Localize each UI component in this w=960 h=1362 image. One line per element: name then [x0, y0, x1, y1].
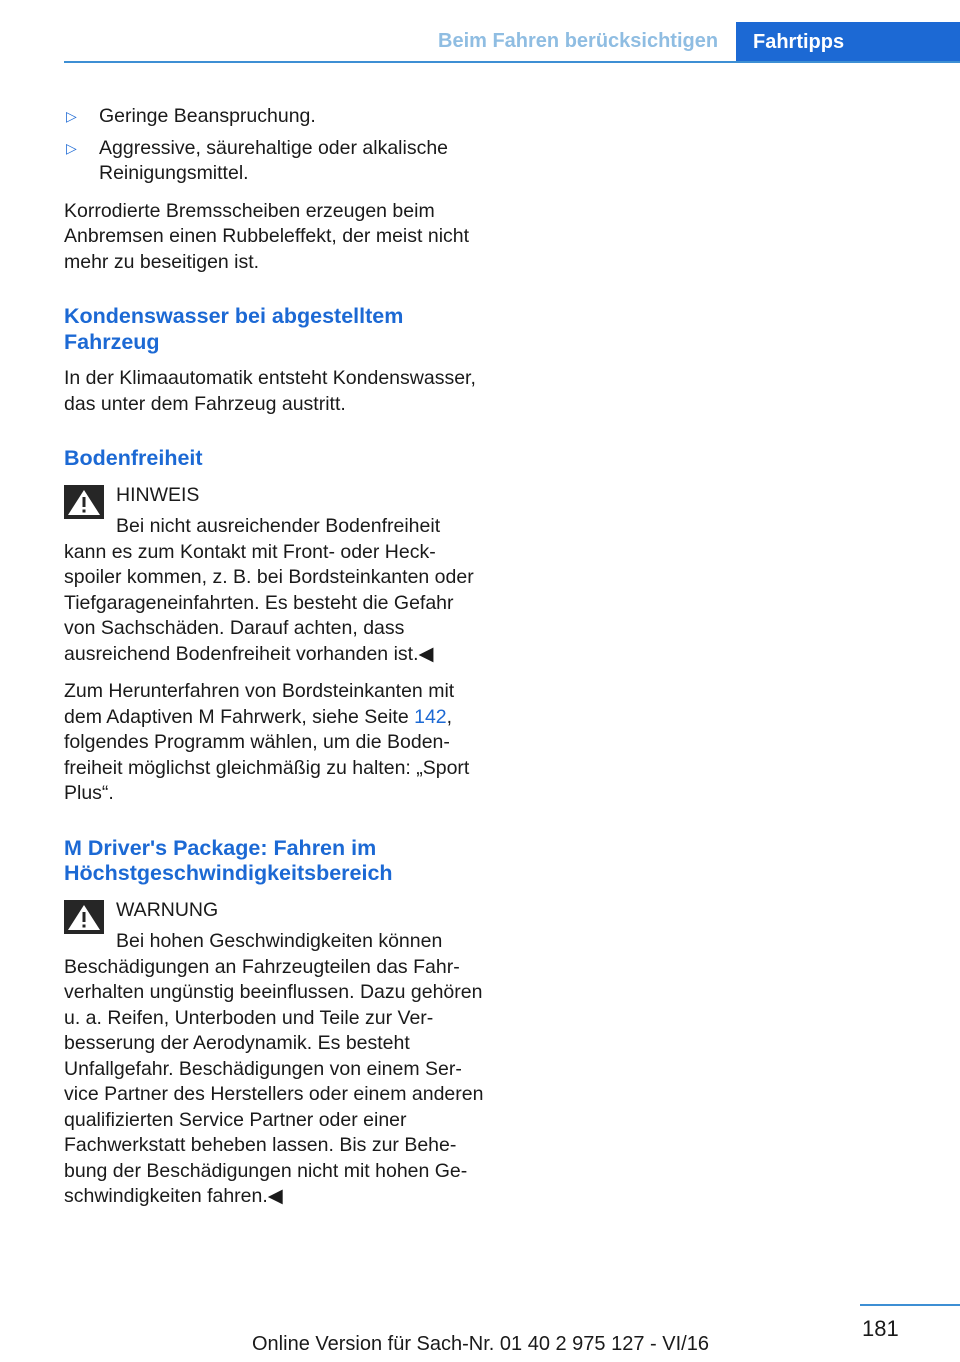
- warnung-notice: [64, 898, 484, 1210]
- fahrwerk-text-after: , folgendes Programm wählen, um die Bodenfreiheit möglichst gleichmäßig zu halten: „Sport Plus“.: [64, 705, 470, 804]
- warnung-label: WARNUNG: [116, 898, 219, 921]
- hinweis-text: Bei nicht ausreichender Bodenfreiheit kann es zum Kontakt mit Front- oder Heckspoiler kommen, z. B. bei Bordsteinkanten oder Tiefgarageneinfahrten. Es besteht die Gefahr von Sachschäden. Darauf achten, dass ausreichend Bodenfreiheit vorhanden ist.◀: [64, 515, 474, 665]
- heading-bodenfreiheit: Bodenfreiheit: [64, 446, 203, 470]
- header-chapter-tab: [736, 22, 960, 62]
- list-item: [64, 104, 484, 130]
- footer-divider: [860, 1304, 960, 1306]
- page-reference-link[interactable]: 142: [414, 705, 447, 728]
- list-item-text: Geringe Beanspruchung.: [99, 105, 316, 127]
- hinweis-notice: [64, 483, 484, 668]
- paragraph-fahrwerk: [64, 679, 484, 807]
- page-number: 181: [862, 1316, 899, 1341]
- heading-m-drivers-package: M Driver's Package: Fahren im Höchstgeschwindigkeitsbereich: [64, 835, 393, 885]
- paragraph-korrosion: Korrodierte Bremsscheiben erzeugen beim Anbremsen einen Rubbeleffekt, der meist nicht mehr zu beseitigen ist.: [64, 199, 470, 273]
- warning-triangle-icon: [64, 900, 104, 934]
- list-item-text: Aggressive, säurehaltige oder alkalische Reinigungsmittel.: [99, 136, 449, 184]
- triangle-right-icon: ▷: [66, 108, 77, 124]
- warning-triangle-icon: [64, 485, 104, 519]
- header-section-title: Beim Fahren berücksichtigen: [438, 30, 719, 52]
- warnung-text: Bei hohen Geschwindigkeiten können Beschädigungen an Fahrzeugteilen das Fahrverhalten ungünstig beeinflussen. Dazu gehören u. a. Reifen, Unterboden und Teile zur Verbesserung der Aerodynamik. Es besteht Unfallgefahr. Beschädigungen von einem Service Partner des Herstellers oder einem anderen qualifizierten Service Partner oder einer Fachwerkstatt beheben lassen. Bis zur Behebung der Beschädigungen nicht mit hohen Geschwindigkeiten fahren.◀: [64, 930, 484, 1207]
- heading-kondenswasser: Kondenswasser bei abgestelltem Fahrzeug: [64, 304, 404, 354]
- list-item: [64, 136, 484, 187]
- header-chapter-label: Fahrtipps: [753, 31, 845, 53]
- fahrwerk-text-before: Zum Herunterfahren von Bordsteinkanten mit dem Adaptiven M Fahrwerk, siehe Seite: [64, 680, 455, 728]
- header-divider: [64, 61, 960, 63]
- triangle-right-icon: ▷: [66, 139, 77, 156]
- paragraph-kondenswasser: In der Klimaautomatik entsteht Kondenswasser, das unter dem Fahrzeug austritt.: [64, 367, 476, 415]
- hinweis-label: HINWEIS: [116, 483, 200, 506]
- footer-version-line: Online Version für Sach-Nr. 01 40 2 975 127 - VI/16: [252, 1333, 709, 1355]
- content-column: [64, 104, 484, 1210]
